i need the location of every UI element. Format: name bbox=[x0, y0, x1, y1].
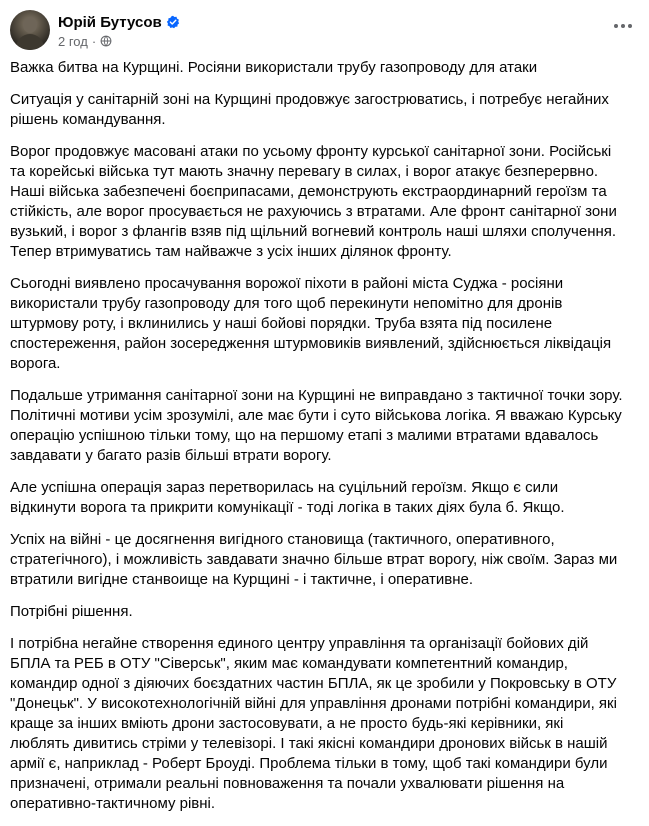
post-meta bbox=[58, 33, 112, 49]
author-line bbox=[58, 12, 180, 32]
post-paragraph: Потрібні рішення. bbox=[10, 603, 133, 620]
meta-separator: · bbox=[91, 33, 97, 49]
verified-badge-icon bbox=[166, 15, 180, 29]
post-paragraph: Подальше утримання санітарної зони на Курщині не виправдано з тактичної точки зору. Політичні мотиви усім зрозумілі, але має бути і суто військова логіка. Я вважаю Курську операцію успішною тільки тому, що на першому етапі з малими втратами вдавалось завдавати у багато разів більші втрати ворогу. bbox=[10, 387, 623, 464]
post-paragraph: І потрібна негайне створення единого центру управління та організації бойових дій БПЛА та РЕБ в ОТУ "Сіверськ", яким має командувати компетентний командир, командир одної з діяючих боєздатних частин БПЛА, як це зробили у Покровську в ОТУ "Донецьк". У високотехнологічній війні для управління дронами потрібні командири, які краще за інших вміють дрони застосовувати, а не просто будь-які керівники, які люблять дивитись стріми у телевізорі. І такі якісні командири дронових військ в нашій армії є, наприклад - Роберт Броуді. Проблема тільки в тому, щоб такі командири були призначені, отримали реальні повноваження та почали ухвалювати рішення на оперативно-тактичному рівні. bbox=[10, 635, 617, 812]
author-avatar[interactable] bbox=[10, 10, 50, 50]
more-options-icon[interactable] bbox=[609, 16, 637, 36]
post-paragraph: Важка битва на Курщині. Росіяни використали трубу газопроводу для атаки bbox=[10, 59, 538, 76]
post-header bbox=[10, 10, 639, 50]
post-paragraph: Але успішна операція зараз перетворилась на суцільний героїзм. Якщо є сили відкинути ворога та прикрити комунікації - тоді логіка в таких діях була б. Якщо. bbox=[10, 479, 565, 516]
post-timestamp[interactable]: 2 год bbox=[58, 33, 88, 49]
post-paragraph: Ситуація у санітарній зоні на Курщині продовжує загострюватись, і потребує негайних рішень командування. bbox=[10, 91, 609, 128]
post-paragraph: Успіх на війні - це досягнення вигідного становища (тактичного, оперативного, стратегічного), і можливість завдавати значно більше втрат ворогу, ніж своїм. Зараз ми втратили вигідне станвоище на Курщині - і тактичне, і оперативне. bbox=[10, 531, 618, 588]
author-name[interactable]: Юрій Бутусов bbox=[58, 13, 162, 31]
post-paragraph: Ворог продовжує масовані атаки по усьому фронту курської санітарної зони. Російські та корейські війська тут мають значну перевагу в силах, і ворог атакує безперервно. Наші війська забезпечені боєприпасами, демонструють екстраординарний героїзм та стійкість, але ворог просувається не рахуючись з втратами. Але фронт санітарної зони вузький, і ворог з флангів взяв під щільний вогневий контроль наші шляхи сполучення. Тепер втримуватись там найважче з усіх інших ділянок фронту. bbox=[10, 143, 617, 260]
globe-icon[interactable] bbox=[100, 35, 112, 47]
post-paragraph: Сьогодні виявлено просачування ворожої піхоти в районі міста Суджа - росіяни використали трубу газопроводу для того щоб перекинути непомітно для дронів штурмову роту, і вклинились у наші бойові порядки. Труба взята під посилене спостереження, район зосередження штурмовиків виявлений, здійснюється ліквідація ворога. bbox=[10, 275, 612, 372]
post-content bbox=[10, 58, 626, 826]
